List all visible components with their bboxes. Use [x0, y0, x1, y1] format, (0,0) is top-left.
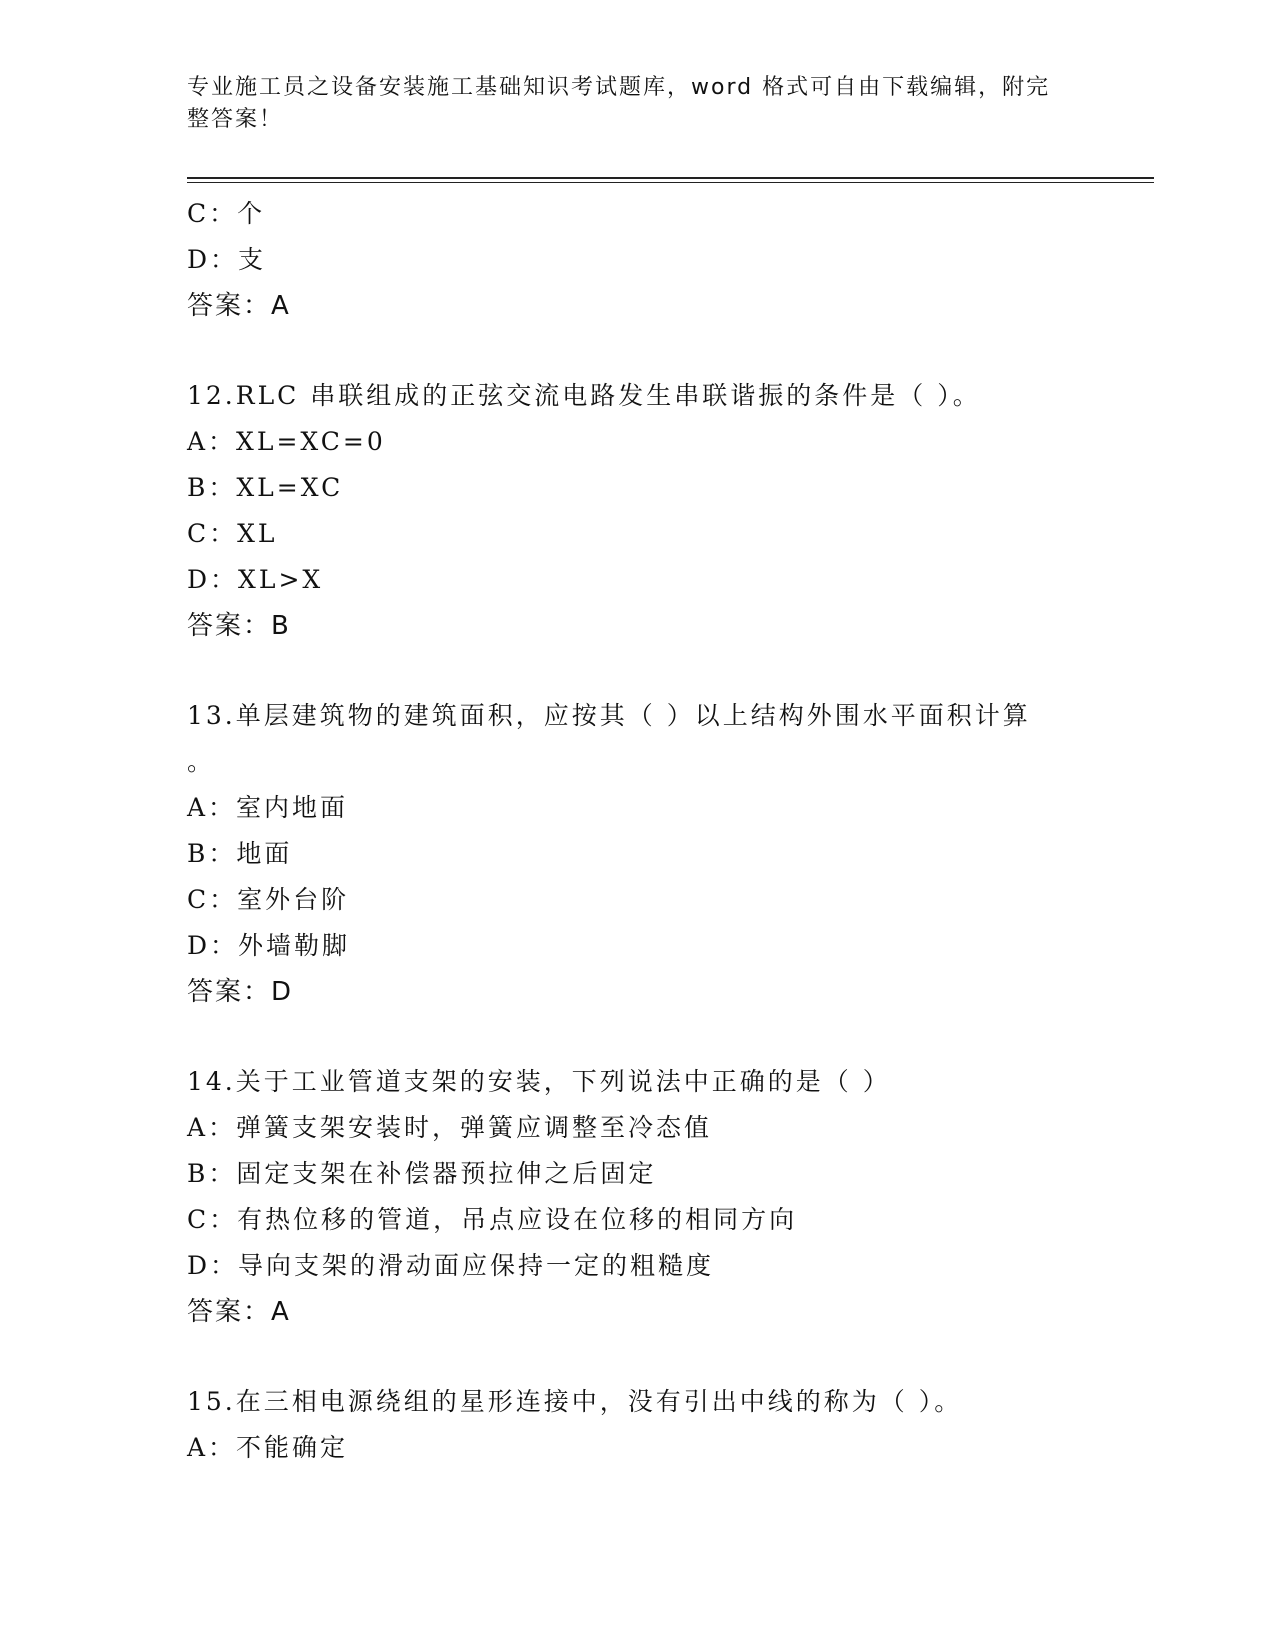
answer: 答案：D [187, 977, 294, 1007]
question-15 [187, 1379, 1067, 1471]
option-a: A：不能确定 [187, 1433, 349, 1462]
option-d: D：外墙勒脚 [187, 931, 351, 960]
question-text-continued: 。 [187, 747, 216, 776]
question-text: 15.在三相电源绕组的星形连接中，没有引出中线的称为（ ）。 [187, 1387, 963, 1416]
spacer [187, 649, 1067, 693]
answer: 答案：A [187, 291, 291, 321]
header-divider-thin [187, 182, 1154, 183]
question-text: 13.单层建筑物的建筑面积，应按其（ ）以上结构外围水平面积计算 [187, 701, 1031, 730]
option-d: D：支 [187, 245, 267, 274]
option-c: C：XL [187, 519, 278, 548]
question-14 [187, 1059, 1067, 1335]
option-a: A：弹簧支架安装时，弹簧应调整至冷态值 [187, 1113, 713, 1142]
question-list [187, 191, 1067, 1471]
answer: 答案：B [187, 611, 291, 641]
option-d: D：导向支架的滑动面应保持一定的粗糙度 [187, 1251, 715, 1280]
spacer [187, 1015, 1067, 1059]
header-line-2: 整答案！ [187, 107, 284, 132]
spacer [187, 329, 1067, 373]
option-c: C：个 [187, 199, 266, 228]
option-a: A：XL=XC=0 [187, 427, 386, 456]
option-d: D：XL>X [187, 565, 324, 594]
header-line-1: 专业施工员之设备安装施工基础知识考试题库，word 格式可自由下载编辑，附完 [187, 75, 1051, 100]
option-a: A：室内地面 [187, 793, 349, 822]
question-text: 12.RLC 串联组成的正弦交流电路发生串联谐振的条件是（ ）。 [187, 381, 981, 410]
question-11 [187, 191, 1067, 329]
answer: 答案：A [187, 1297, 291, 1327]
question-13 [187, 693, 1067, 1015]
option-b: B：固定支架在补偿器预拉伸之后固定 [187, 1159, 657, 1188]
spacer [187, 1335, 1067, 1379]
document-header [187, 72, 1067, 136]
option-b: B：地面 [187, 839, 293, 868]
question-12 [187, 373, 1067, 649]
option-c: C：有热位移的管道，吊点应设在位移的相同方向 [187, 1205, 798, 1234]
question-text: 14.关于工业管道支架的安装，下列说法中正确的是（ ） [187, 1067, 891, 1096]
header-divider-thick [187, 177, 1154, 179]
option-c: C：室外台阶 [187, 885, 350, 914]
option-b: B：XL=XC [187, 473, 344, 502]
